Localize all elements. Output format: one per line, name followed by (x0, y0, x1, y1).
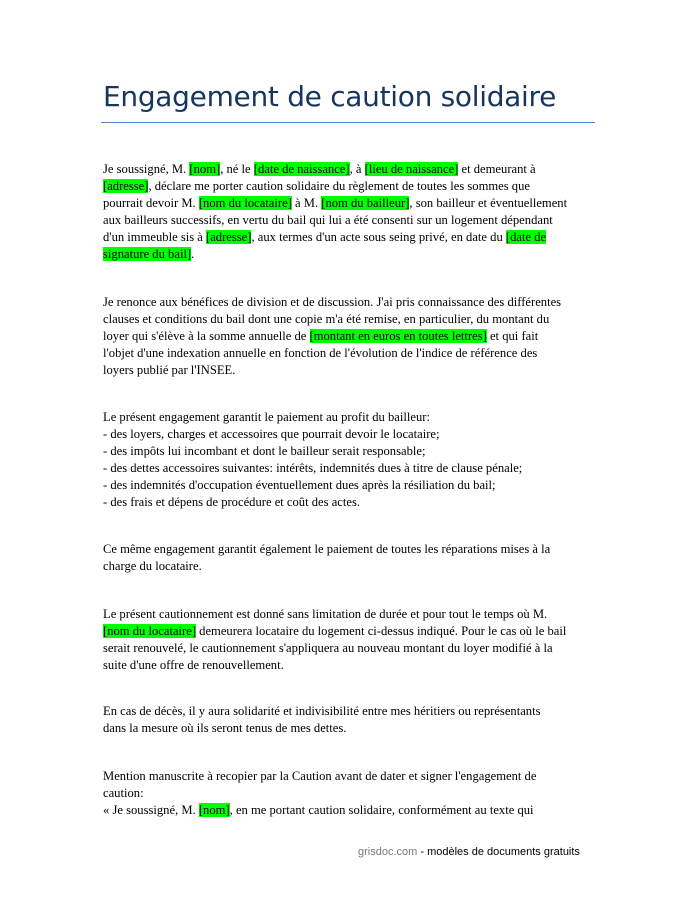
page-footer (358, 846, 580, 858)
field-nom-bailleur[interactable]: [nom du bailleur] (321, 196, 410, 210)
field-nom-mention[interactable]: [nom] (198, 803, 230, 817)
footer-tagline: - modèles de documents gratuits (417, 846, 580, 858)
field-nom-locataire[interactable]: [nom du locataire] (198, 196, 292, 210)
list-item: - des dettes accessoires suivantes: intérêts, indemnités dues à titre de clause pénale; (103, 461, 523, 475)
field-montant-loyer[interactable]: [montant en euros en toutes lettres] (309, 329, 487, 343)
list-item: - des impôts lui incombant et dont le bailleur serait responsable; (103, 444, 426, 458)
paragraph-deces: En cas de décès, il y aura solidarité et indivisibilité entre mes héritiers ou représentants dans la mesure où ils seront tenus de mes dettes. (103, 704, 541, 735)
field-date-signature-bail[interactable]: [date de (505, 230, 547, 244)
paragraph-garanties: Le présent engagement garantit le paiement au profit du bailleur: - des loyers, charges et accessoires que pourrait devoir le locataire; - des impôts lui incombant et dont le bailleur serait responsable; - des dettes accessoires suivantes: intérêts, indemnités dues à titre de clause pénale; - des indemnités d'occupation éventuellement dues après la résiliation du bail; - des frais et dépens de procédure et coût des actes. (103, 410, 523, 509)
list-item: - des loyers, charges et accessoires que pourrait devoir le locataire; (103, 427, 440, 441)
list-item: - des frais et dépens de procédure et coût des actes. (103, 495, 361, 509)
paragraph-duree: Le présent cautionnement est donné sans limitation de durée et pour tout le temps où M. [nom du locataire] demeurera locataire du logement ci-dessus indiqué. Pour le cas où le bail serait renouvelé, le cautionnement s'appliquera au nouveau montant du loyer modifié à la suite d'une offre de renouvellement. (103, 607, 567, 672)
list-item: - des indemnités d'occupation éventuellement dues après la résiliation du bail; (103, 478, 496, 492)
title-underline-divider (101, 122, 595, 123)
paragraph-identity: Je soussigné, M. [nom], né le [date de naissance], à [lieu de naissance] et demeurant à [adresse], déclare me porter caution solidaire du règlement de toutes les sommes que pourrait devoir M. [nom du locataire] à M. [nom du bailleur], son bailleur et éventuellement aux bailleurs successifs, en vertu du bail qui lui a été consenti sur un logement dépendant d'un immeuble sis à [adresse], aux termes d'un acte sous seing privé, en date du [date de signature du bail]. (103, 162, 568, 261)
field-lieu-naissance[interactable]: [lieu de naissance] (364, 162, 459, 176)
field-nom-locataire-2[interactable]: [nom du locataire] (103, 624, 197, 638)
field-date-naissance[interactable]: [date de naissance] (253, 162, 350, 176)
field-adresse-immeuble[interactable]: [adresse] (206, 230, 252, 244)
field-date-signature-bail-cont[interactable]: signature du bail] (103, 247, 192, 261)
footer-site-link[interactable]: grisdoc.com (358, 846, 418, 858)
field-adresse[interactable]: [adresse] (103, 179, 149, 193)
page-title: Engagement de caution solidaire (103, 80, 557, 113)
field-nom[interactable]: [nom] (189, 162, 221, 176)
paragraph-mention-manuscrite: Mention manuscrite à recopier par la Caution avant de dater et signer l'engagement de caution: « Je soussigné, M. [nom], en me portant caution solidaire, conformément au texte qui (103, 769, 537, 817)
paragraph-renonciation: Je renonce aux bénéfices de division et de discussion. J'ai pris connaissance des différentes clauses et conditions du bail dont une copie m'a été remise, en particulier, du montant du loyer qui s'élève à la somme annuelle de [montant en euros en toutes lettres] et qui fait l'objet d'une indexation annuelle en fonction de l'évolution de l'indice de référence des loyers publié par l'INSEE. (103, 295, 562, 377)
paragraph-reparations: Ce même engagement garantit également le paiement de toutes les réparations mises à la charge du locataire. (103, 542, 551, 573)
